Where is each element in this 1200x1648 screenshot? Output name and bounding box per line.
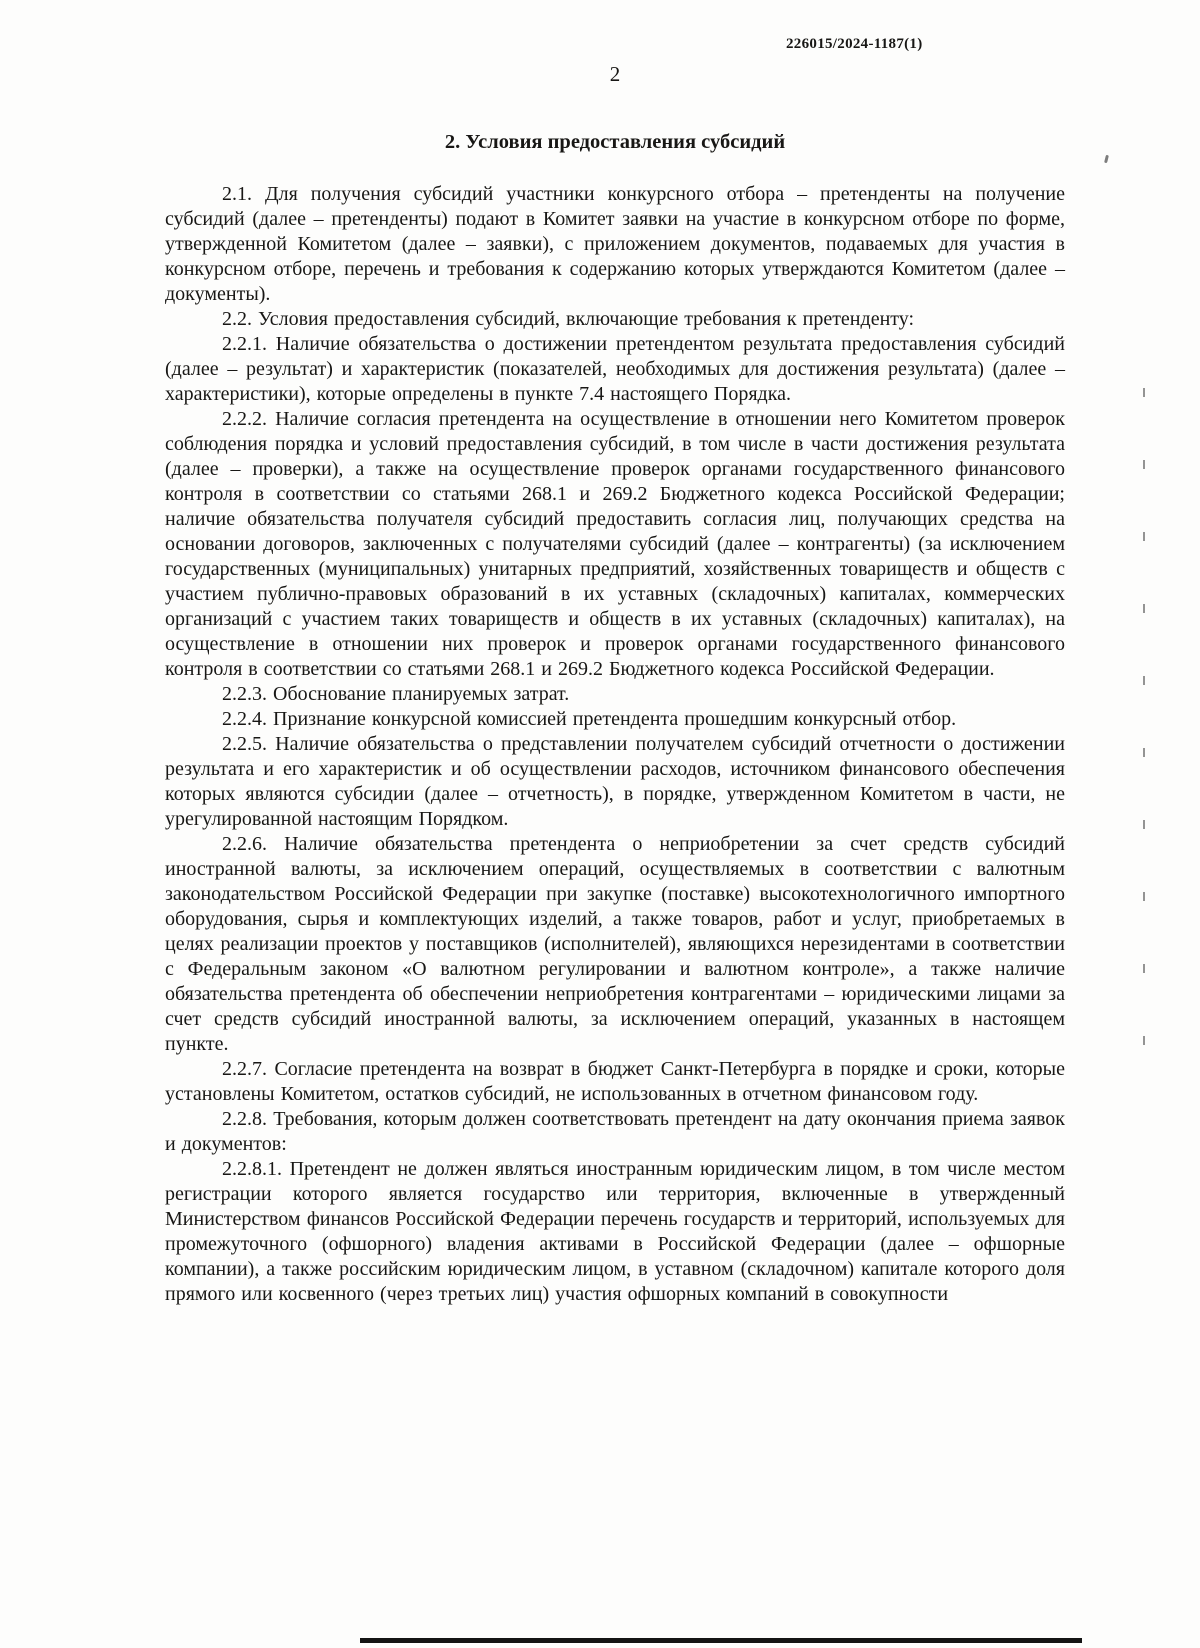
- section-title: 2. Условия предоставления субсидий: [444, 131, 786, 153]
- document-body: [165, 131, 1065, 1307]
- paragraph-2-2-4: 2.2.4. Признание конкурсной комиссией претендента прошедшим конкурсный отбор.: [222, 708, 957, 730]
- scan-artifact-margin-marks: [1143, 388, 1145, 1058]
- paragraph-2-2-7: 2.2.7. Согласие претендента на возврат в бюджет Санкт-Петербурга в порядке и сроки, которые установлены Комитетом, остатков субсидий, не использованных в отчетном финансовом году.: [165, 1058, 1065, 1105]
- paragraph-2-2-2: 2.2.2. Наличие согласия претендента на осуществление в отношении него Комитетом проверок соблюдения порядка и условий предоставления субсидий, в том числе в части достижения результата (далее – проверки), а также на осуществление проверок органами государственного финансового контроля в соответствии со статьями 268.1 и 269.2 Бюджетного кодекса Российской Федерации; наличие обязательства получателя субсидий предоставить согласия лиц, получающих средства на основании договоров, заключенных с получателями субсидий (далее – контрагенты) (за исключением государственных (муниципальных) унитарных предприятий, хозяйственных товариществ и обществ с участием публично-правовых образований в их уставных (складочных) капиталах, коммерческих организаций с участием таких товариществ и обществ в их уставных (складочных) капиталах), на осуществление в отношении них проверок и проверок органами государственного финансового контроля в соответствии со статьями 268.1 и 269.2 Бюджетного кодекса Российской Федерации.: [165, 408, 1065, 680]
- paragraph-2-2: 2.2. Условия предоставления субсидий, включающие требования к претенденту:: [222, 308, 915, 330]
- document-reference-number: 226015/2024-1187(1): [786, 36, 923, 52]
- paragraph-2-1: 2.1. Для получения субсидий участники конкурсного отбора – претенденты на получение субсидий (далее – претенденты) подают в Комитет заявки на участие в конкурсном отборе по форме, утвержденной Комитетом (далее – заявки), с приложением документов, подаваемых для участия в конкурсном отборе, перечень и требования к содержанию которых утверждаются Комитетом (далее – документы).: [165, 183, 1065, 305]
- paragraph-2-2-8-1: 2.2.8.1. Претендент не должен являться иностранным юридическим лицом, в том числе местом регистрации которого является государство или территория, включенные в утвержденный Министерством финансов Российской Федерации перечень государств и территорий, используемых для промежуточного (офшорного) владения активами в Российской Федерации (далее – офшорные компании), а также российским юридическим лицом, в уставном (складочном) капитале которого доля прямого или косвенного (через третьих лиц) участия офшорных компаний в совокупности: [165, 1158, 1065, 1305]
- paragraph-2-2-6: 2.2.6. Наличие обязательства претендента о неприобретении за счет средств субсидий иностранной валюты, за исключением операций, осуществляемых в соответствии с валютным законодательством Российской Федерации при закупке (поставке) высокотехнологичного импортного оборудования, сырья и комплектующих изделий, а также товаров, работ и услуг, приобретаемых в целях реализации проектов у поставщиков (исполнителей), являющихся нерезидентами в соответствии с Федеральным законом «О валютном регулировании и валютном контроле», а также наличие обязательства претендента об обеспечении неприобретения контрагентами – юридическими лицами за счет средств субсидий иностранной валюты, за исключением операций, указанных в настоящем пункте.: [165, 833, 1065, 1055]
- paragraph-2-2-1: 2.2.1. Наличие обязательства о достижении претендентом результата предоставления субсидий (далее – результат) и характеристик (показателей, необходимых для достижения результата) (далее – характеристики), которые определены в пункте 7.4 настоящего Порядка.: [165, 333, 1065, 405]
- scan-artifact-speck: [1104, 155, 1109, 163]
- paragraph-2-2-3: 2.2.3. Обоснование планируемых затрат.: [222, 683, 570, 705]
- paragraph-2-2-8: 2.2.8. Требования, которым должен соответствовать претендент на дату окончания приема заявок и документов:: [165, 1108, 1065, 1155]
- paragraph-2-2-5: 2.2.5. Наличие обязательства о представлении получателем субсидий отчетности о достижении результата и его характеристик и об осуществлении расходов, источником финансового обеспечения которых являются субсидии (далее – отчетность), в порядке, утвержденном Комитетом в части, не урегулированной настоящим Порядком.: [165, 733, 1065, 830]
- page-number: 2: [609, 62, 621, 86]
- scan-artifact-bottom-line: [360, 1638, 1082, 1643]
